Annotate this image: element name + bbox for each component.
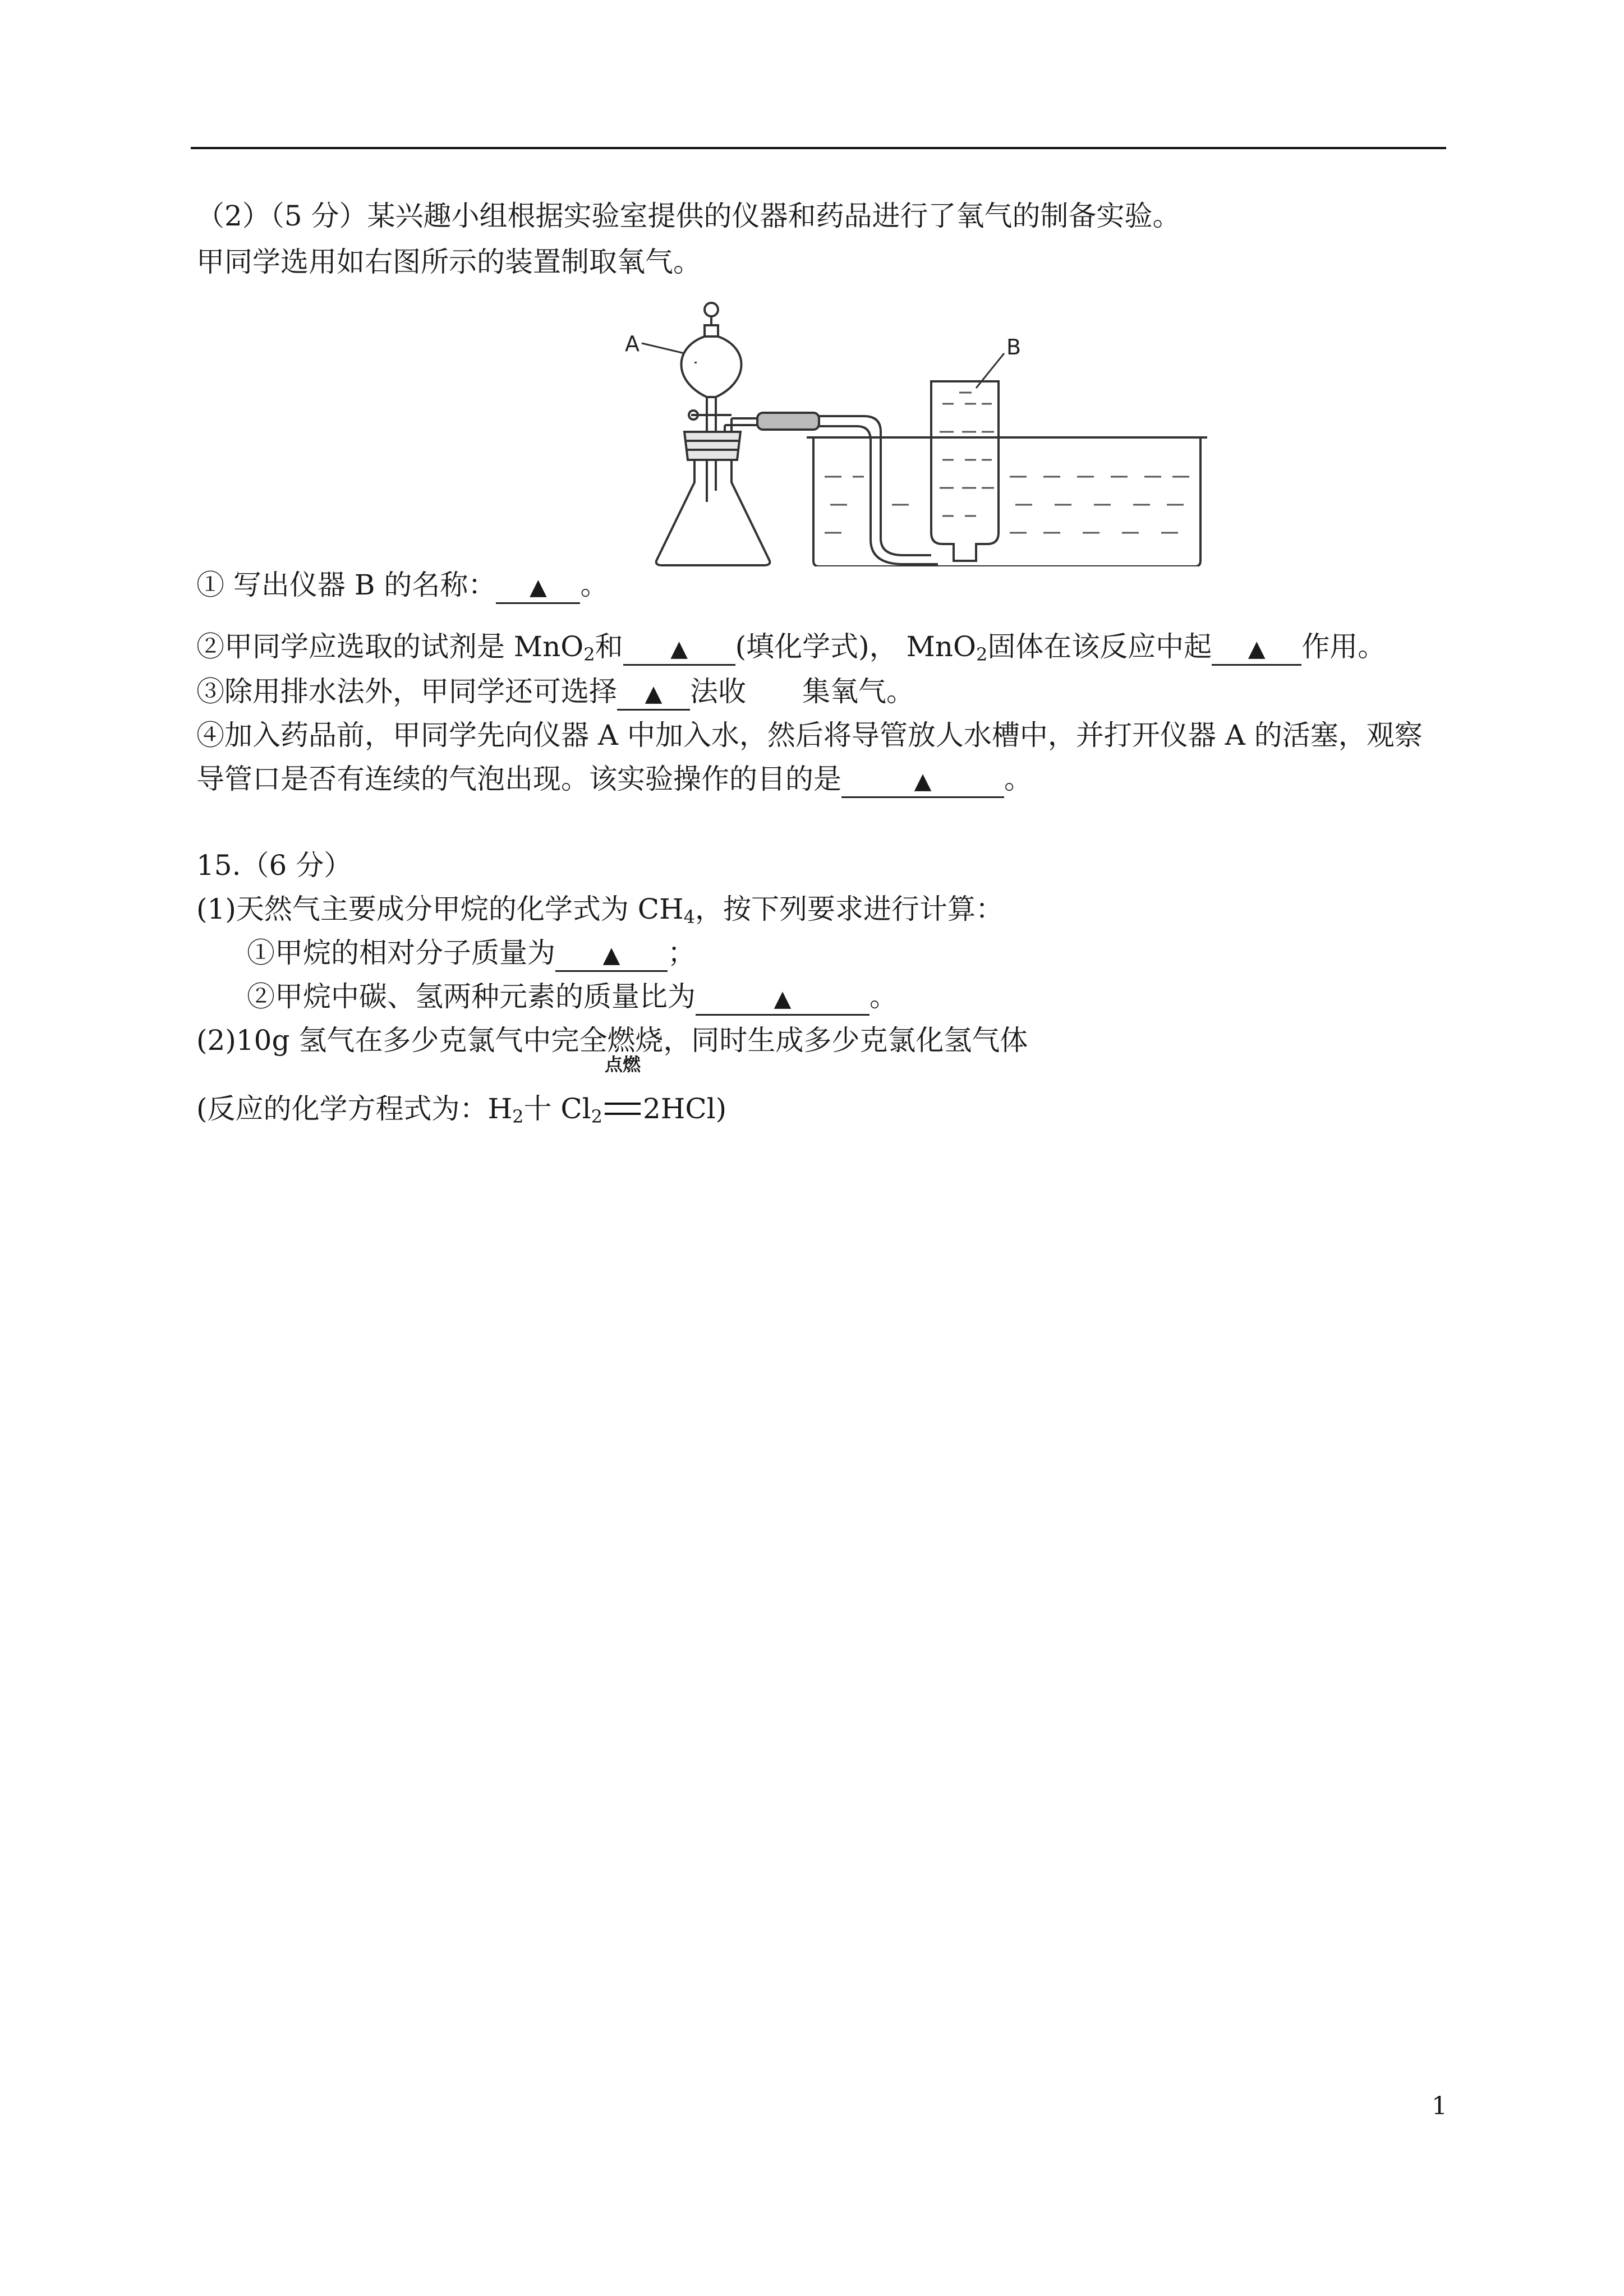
q14-2-s3 [196,673,914,711]
triangle-marker: ▲ [774,986,792,1012]
triangle-marker: ▲ [530,574,547,600]
triangle-marker: ▲ [602,942,620,968]
q14-2-intro: （2）（5 分）某兴趣小组根据实验室提供的仪器和药品进行了氧气的制备实验。 [196,200,1181,232]
q15-heading: 15.（6 分） [196,849,352,882]
s1-text: ① 写出仪器 B 的名称： [196,569,496,601]
s4-text: 导管口是否有连续的气泡出现。该实验操作的目的是 [196,763,841,795]
label-a: A [625,331,640,356]
answer-blank[interactable] [555,938,668,972]
answer-blank[interactable] [496,570,580,604]
q15-equation [196,1054,727,1127]
s2-mid3: 固体在该反应中起 [987,630,1212,663]
q14-2-s2 [196,628,1386,666]
q14-2-s4-line1: ④加入药品前，甲同学先向仪器 A 中加入水，然后将导管放人水槽中，并打开仪器 A 的活塞，观察 [196,719,1423,751]
answer-blank[interactable] [696,981,869,1016]
oxygen-apparatus-figure [617,297,1335,566]
reaction-arrow [602,1054,643,1127]
s1-post: 。 [580,569,609,601]
answer-blank[interactable] [841,764,1004,798]
triangle-marker: ▲ [645,681,663,707]
p1-post: ，按下列要求进行计算： [694,893,1004,925]
subscript: 2 [591,1106,602,1127]
answer-blank[interactable] [617,676,690,711]
q14-2-s4-line2 [196,760,1032,798]
answer-blank[interactable] [623,631,735,666]
s4-post: 。 [1004,763,1032,795]
triangle-marker: ▲ [1248,636,1266,662]
s3-text: ③除用排水法外，甲同学还可选择 [196,675,617,708]
answer-blank[interactable] [1212,631,1301,666]
s3-post: 法收 集氧气。 [690,675,914,708]
s2-mid1: 和 [595,630,623,663]
p1b-text: ②甲烷中碳、氢两种元素的质量比为 [247,980,696,1013]
p1a-post: ； [668,937,696,969]
double-bar [605,1103,641,1115]
label-b: B [1006,335,1022,359]
q14-2-s1 [196,566,608,604]
s2-text: ②甲同学应选取的试剂是 MnO [196,630,584,663]
s2-post: 作用。 [1301,630,1386,663]
p1a-text: ①甲烷的相对分子质量为 [247,937,555,969]
q15-p1b [247,978,898,1016]
q15-p1a [247,934,696,972]
eq-text: (反应的化学方程式为：H [196,1092,513,1125]
triangle-marker: ▲ [914,768,932,794]
eq-plus: 十 Cl [523,1092,591,1125]
p1-text: (1)天然气主要成分甲烷的化学式为 CH [196,893,684,925]
header-rule [191,147,1446,149]
q15-p2: (2)10g 氢气在多少克氯气中完全燃烧，同时生成多少克氯化氢气体 [196,1024,1028,1057]
subscript: 2 [976,644,988,665]
subscript: 2 [583,644,595,665]
triangle-marker: ▲ [670,636,688,662]
subscript: 2 [512,1106,524,1127]
eq-post: 2HCl) [643,1092,727,1125]
s2-mid2: (填化学式)， MnO [735,630,976,663]
p1b-post: 。 [869,980,898,1013]
reaction-condition: 点燃 [604,1054,641,1075]
subscript: 4 [683,906,695,928]
page-number: 1 [1432,2092,1447,2120]
q14-2-setup: 甲同学选用如右图所示的装置制取氧气。 [196,246,701,278]
q15-p1 [196,891,1004,928]
